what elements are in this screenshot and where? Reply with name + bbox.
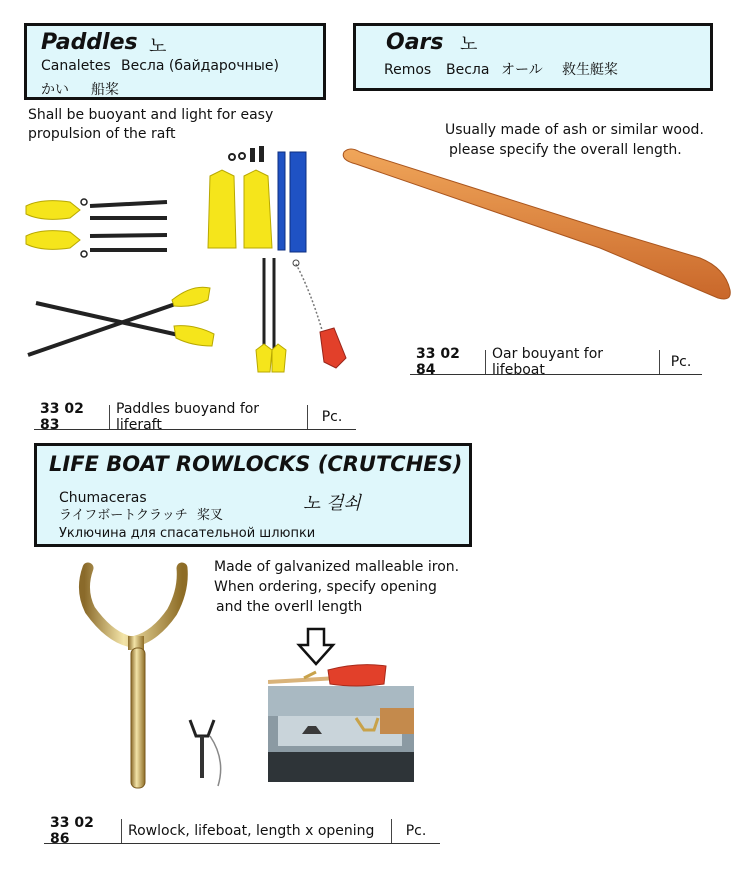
oar-product-row	[410, 346, 702, 378]
rowlocks-description-line: When ordering, specify opening	[214, 579, 437, 595]
rowlocks-name-cn: 桨叉	[197, 508, 224, 523]
rowlock-product-code: 33 02 86	[44, 819, 122, 843]
oars-title: Oars	[386, 30, 444, 55]
paddles-description-line: Shall be buoyant and light for easy	[28, 107, 274, 123]
rowlocks-name-jp: ライフボートクラッチ	[59, 508, 188, 523]
paddles-title-kr: 노	[149, 36, 167, 57]
oar-illustration	[330, 140, 740, 310]
oar-product-name: Oar bouyant for lifeboat	[486, 350, 660, 374]
oars-name-ru: Весла	[446, 62, 490, 78]
oars-name-jp: オール	[501, 62, 543, 78]
oars-title-kr: 노	[460, 34, 478, 55]
paddles-product-unit: Pc.	[321, 409, 343, 425]
paddles-name-es: Canaletes	[41, 58, 111, 74]
boat-rowlock-photo	[268, 660, 414, 782]
paddle-blade-icon	[26, 201, 80, 250]
oar-product-code: 33 02 84	[410, 350, 486, 374]
oar-product-unit: Pc.	[670, 354, 692, 370]
rowlock-product-name: Rowlock, lifeboat, length x opening	[122, 819, 392, 843]
paddles-name-jp: かい	[41, 82, 69, 98]
rowlocks-title: LIFE BOAT ROWLOCKS (CRUTCHES)	[49, 452, 463, 476]
paddles-description-line: propulsion of the raft	[28, 126, 176, 142]
rowlocks-header-box	[34, 443, 472, 547]
rowlock-illustration	[70, 560, 250, 800]
oars-name-es: Remos	[384, 62, 432, 78]
rowlock-product-unit: Pc.	[405, 823, 427, 839]
rowlocks-name-es: Chumaceras	[59, 490, 147, 506]
oars-header-box	[353, 23, 713, 91]
paddles-name-cn: 船桨	[91, 82, 119, 98]
paddles-title: Paddles	[41, 30, 138, 55]
rowlock-product-row	[44, 815, 440, 847]
rowlocks-description-line: and the overll length	[216, 599, 363, 615]
paddles-illustration	[22, 140, 362, 390]
paddles-header-box	[24, 23, 326, 100]
rowlocks-description-line: Made of galvanized malleable iron.	[214, 559, 460, 575]
oars-description-line: Usually made of ash or similar wood.	[445, 122, 704, 138]
paddles-description	[28, 106, 273, 144]
rowlocks-title-kr: 노 걸쇠	[303, 493, 361, 514]
paddles-product-name: Paddles buoyand for liferaft	[110, 405, 308, 429]
paddles-product-row	[34, 401, 356, 433]
oars-name-cn: 救生艇桨	[562, 62, 618, 78]
oars-description-line: please specify the overall length.	[449, 142, 682, 158]
rowlocks-name-ru: Уключина для спасательной шлюпки	[59, 526, 316, 541]
rowlocks-description	[214, 557, 459, 617]
paddles-product-code: 33 02 83	[34, 405, 110, 429]
paddles-name-ru: Весла (байдарочные)	[121, 58, 279, 74]
